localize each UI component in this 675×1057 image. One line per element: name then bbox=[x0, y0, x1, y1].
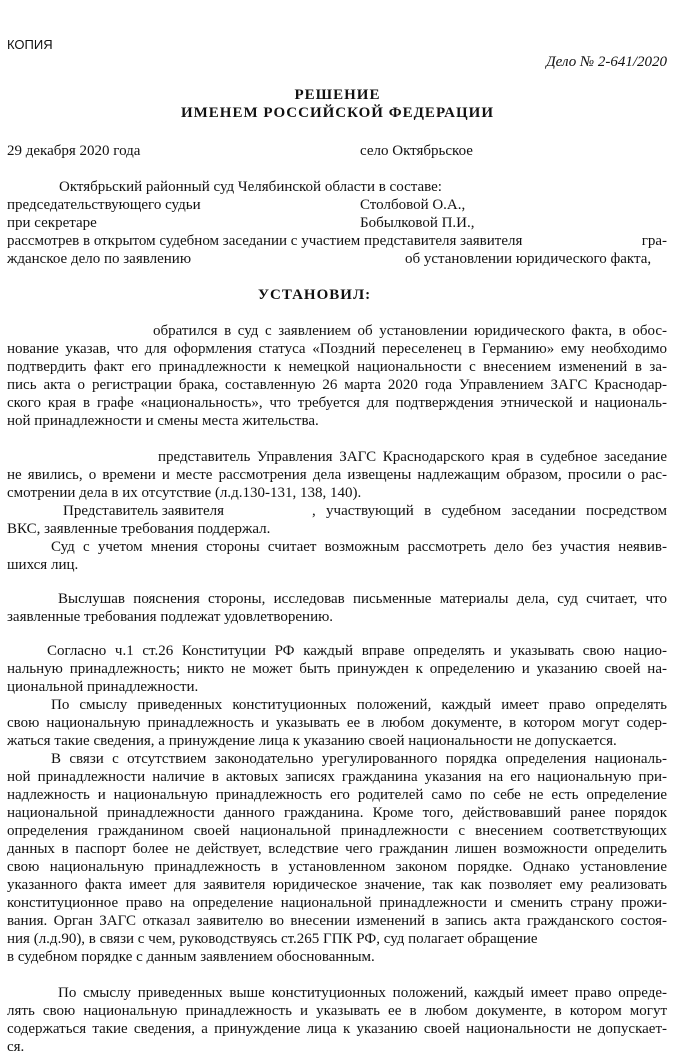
paragraph-line: смотрении дела в их отсутствие (л.д.130-131, 138, 140). bbox=[7, 485, 362, 501]
presiding-name: Столбовой О.А., bbox=[360, 197, 466, 213]
paragraph-line: вания. Орган ЗАГС отказал заявителю во внесении изменений в запись акта гражданского состоя- bbox=[7, 913, 667, 929]
paragraph-line: жаться такие сведения, а принуждение лица к указанию своей национальности не допускается. bbox=[7, 733, 617, 749]
document-subtitle: ИМЕНЕМ РОССИЙСКОЙ ФЕДЕРАЦИИ bbox=[180, 105, 495, 121]
presiding-label: председательствующего судьи bbox=[7, 197, 201, 213]
paragraph-line: обратился в суд с заявлением об установлении юридического факта, в обос- bbox=[153, 323, 667, 339]
decision-place: село Октябрьское bbox=[360, 143, 473, 159]
paragraph-line: данных в паспорт более не действует, вследствие чего гражданин лишен возможности определить bbox=[7, 841, 667, 857]
decision-date: 29 декабря 2020 года bbox=[7, 143, 141, 159]
paragraph-line: свою национальную принадлежность в установленном законом порядке. Однако установление bbox=[7, 859, 667, 875]
court-composition: Октябрьский районный суд Челябинской области в составе: bbox=[59, 179, 442, 195]
paragraph-line: определения гражданином своей национальной принадлежности с внесением соответствующих bbox=[7, 823, 667, 839]
paragraph-line: свою национальную принадлежность и указывать ее в любом документе, в котором могут содер- bbox=[7, 715, 667, 731]
paragraph-line: нальную принадлежность; никто не может быть принужден к определению и указанию своей на- bbox=[7, 661, 667, 677]
section-heading-established: УСТАНОВИЛ: bbox=[258, 287, 372, 303]
paragraph-line: Выслушав пояснения стороны, исследовав письменные материалы дела, суд считает, что bbox=[58, 591, 667, 607]
paragraph-line: надлежность и национальную принадлежность его родителей само по себе не есть определение bbox=[7, 787, 667, 803]
paragraph-line: ского края в графе «национальность», что требуется для подтверждения этнической и националь- bbox=[7, 395, 667, 411]
considered-text: рассмотрев в открытом судебном заседании с участием представителя заявителя bbox=[7, 233, 523, 249]
paragraph-line: Представитель заявителя bbox=[63, 503, 225, 519]
paragraph-line: ВКС, заявленные требования поддержал. bbox=[7, 521, 271, 537]
paragraph-line: ной принадлежности наличие в актовых записях гражданина указания на его национальную при- bbox=[7, 769, 667, 785]
paragraph-line: представитель Управления ЗАГС Краснодарского края в судебное заседание bbox=[158, 449, 667, 465]
paragraph-line: шихся лиц. bbox=[7, 557, 79, 573]
paragraph-line: По смыслу приведенных конституционных положений, каждый имеет право определять bbox=[51, 697, 667, 713]
copy-mark: КОПИЯ bbox=[7, 37, 53, 52]
secretary-label: при секретаре bbox=[7, 215, 97, 231]
paragraph-line: заявленные требования подлежат удовлетворению. bbox=[7, 609, 334, 625]
paragraph-line: подтвердить факт его принадлежности к немецкой национальности с внесением изменений в за- bbox=[7, 359, 667, 375]
document-title: РЕШЕНИЕ bbox=[294, 87, 381, 103]
paragraph-line: нование указав, что для оформления статуса «Поздний переселенец в Германию» ему необходимо bbox=[7, 341, 667, 357]
paragraph-line: циональной принадлежности. bbox=[7, 679, 199, 695]
paragraph-line: не явились, о времени и месте рассмотрения дела извещены надлежащим образом, просили о рас- bbox=[7, 467, 667, 483]
paragraph-line: лять свою национальную принадлежность и указывать ее в любом документе, в котором могут bbox=[7, 1003, 667, 1019]
paragraph-line: ния (л.д.90), в связи с чем, руководствуясь ст.265 ГПК РФ, суд полагает обращение bbox=[7, 931, 538, 947]
paragraph-line: По смыслу приведенных выше конституционных положений, каждый имеет право опреде- bbox=[58, 985, 667, 1001]
paragraph-line: национальной принадлежности данного гражданина. Кроме того, действовавший ранее порядок bbox=[7, 805, 667, 821]
paragraph-line: В связи с отсутствием законодательно урегулированного порядка определения националь- bbox=[51, 751, 667, 767]
civil-case-subject: об установлении юридического факта, bbox=[405, 251, 652, 267]
paragraph-line: ся. bbox=[7, 1039, 25, 1055]
paragraph-line: в судебном порядке с данным заявлением обоснованным. bbox=[7, 949, 375, 965]
paragraph-line: Суд с учетом мнения стороны считает возможным рассмотреть дело без участия неявив- bbox=[51, 539, 667, 555]
civil-case-text: жданское дело по заявлению bbox=[7, 251, 192, 267]
paragraph-line: указанного факта имеет для заявителя юридическое значение, так как позволяет ему реализовать bbox=[7, 877, 667, 893]
case-number: Дело № 2-641/2020 bbox=[546, 54, 667, 70]
paragraph-line: содержаться такие сведения, а принуждение лица к указанию своей национальности не допускает- bbox=[7, 1021, 667, 1037]
paragraph-line: ной принадлежности и смены места жительства. bbox=[7, 413, 319, 429]
paragraph-line: конституционное право на определение национальной принадлежности и сменить страну прожи- bbox=[7, 895, 667, 911]
secretary-name: Бобылковой П.И., bbox=[360, 215, 475, 231]
paragraph-line: Согласно ч.1 ст.26 Конституции РФ каждый вправе определять и указывать свою нацио- bbox=[47, 643, 667, 659]
paragraph-line: пись акта о регистрации брака, составленную 26 марта 2020 года Управлением ЗАГС Краснодар- bbox=[7, 377, 667, 393]
paragraph-line: , участвующий в судебном заседании посредством bbox=[312, 503, 667, 519]
considered-hyphen: гра- bbox=[641, 233, 667, 249]
